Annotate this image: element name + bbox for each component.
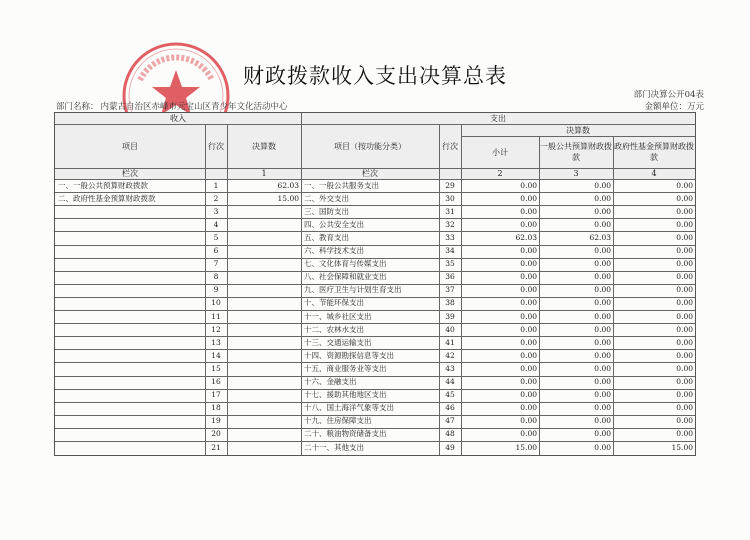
general-budget-value: 0.00 xyxy=(594,180,611,190)
income-row-number: 11 xyxy=(211,311,221,321)
general-budget-value: 0.00 xyxy=(594,193,611,203)
expense-row-number: 45 xyxy=(445,390,455,400)
income-item-cell xyxy=(58,324,203,336)
expense-item-cell: 四、公共安全支出 xyxy=(304,219,364,229)
gov-fund-value: 0.00 xyxy=(676,429,693,439)
expense-row-number: 42 xyxy=(445,350,455,360)
income-amount xyxy=(227,389,299,401)
income-row-number: 1 xyxy=(213,180,219,190)
income-row-number: 18 xyxy=(211,403,221,413)
income-amount xyxy=(227,324,299,336)
general-budget-value: 0.00 xyxy=(594,442,611,452)
expense-item-cell: 八、社会保障和就业支出 xyxy=(304,272,387,282)
gov-fund-value: 0.00 xyxy=(676,180,693,190)
gov-fund-value: 0.00 xyxy=(676,311,693,321)
general-budget-value: 0.00 xyxy=(594,350,611,360)
general-budget-value: 0.00 xyxy=(594,219,611,229)
income-amount xyxy=(227,206,299,218)
gov-fund-value: 0.00 xyxy=(676,350,693,360)
expense-item-cell: 二、外交支出 xyxy=(304,193,349,203)
general-budget-value: 0.00 xyxy=(594,298,611,308)
expense-item-cell: 十一、城乡社区支出 xyxy=(304,311,372,321)
general-budget-value: 0.00 xyxy=(594,324,611,334)
expense-row-number: 38 xyxy=(445,298,455,308)
income-item-cell xyxy=(58,206,203,218)
income-row-number: 6 xyxy=(213,246,219,255)
gov-fund-value: 0.00 xyxy=(676,206,693,216)
expense-row-number: 41 xyxy=(445,337,455,347)
income-item-cell xyxy=(58,337,203,349)
subtotal-value: 0.00 xyxy=(520,337,537,347)
income-item-cell xyxy=(58,245,203,257)
income-item-cell xyxy=(58,350,203,362)
expense-item-cell: 五、教育支出 xyxy=(304,232,349,242)
expense-item-cell: 十八、国土海洋气象等支出 xyxy=(304,403,394,413)
gov-fund-value: 0.00 xyxy=(676,416,693,426)
gov-fund-value: 0.00 xyxy=(676,285,693,295)
expense-row-number: 32 xyxy=(445,219,455,229)
subtotal-value: 0.00 xyxy=(520,403,537,413)
expense-row-number: 29 xyxy=(445,180,455,190)
income-row-number: 8 xyxy=(213,272,219,282)
expense-row-number: 40 xyxy=(445,324,455,334)
income-amount xyxy=(227,337,299,349)
expense-item-cell: 十四、资源勘探信息等支出 xyxy=(304,350,394,360)
gov-fund-value: 0.00 xyxy=(676,219,693,229)
expense-row-number: 33 xyxy=(445,232,455,242)
income-row-number: 20 xyxy=(211,429,221,439)
general-budget-value: 0.00 xyxy=(594,246,611,255)
income-item-header: 项目 xyxy=(122,141,138,151)
income-item-cell xyxy=(58,271,203,283)
income-item-cell xyxy=(58,297,203,309)
income-final-header: 决算数 xyxy=(252,141,276,151)
income-amount xyxy=(227,311,299,323)
gov-fund-value: 0.00 xyxy=(676,246,693,255)
expense-item-cell: 三、国防支出 xyxy=(304,206,349,216)
gov-fund-value: 0.00 xyxy=(676,363,693,373)
income-row-number: 12 xyxy=(211,324,221,334)
expense-row-number: 47 xyxy=(445,416,455,426)
page-title: 财政拨款收入支出决算总表 xyxy=(243,64,507,88)
gov-fund-value: 0.00 xyxy=(676,272,693,282)
general-budget-value: 0.00 xyxy=(594,259,611,269)
subtotal-value: 0.00 xyxy=(520,285,537,295)
gov-fund-value: 0.00 xyxy=(676,324,693,334)
expense-item-cell: 十六、金融支出 xyxy=(304,377,357,386)
expense-item-cell: 六、科学技术支出 xyxy=(304,246,364,255)
general-budget-value: 0.00 xyxy=(594,363,611,373)
gov-fund-value: 0.00 xyxy=(676,390,693,400)
subtotal-value: 15.00 xyxy=(515,442,537,452)
income-amount xyxy=(227,402,299,414)
income-row-number: 4 xyxy=(213,219,219,229)
subtotal-value: 0.00 xyxy=(520,193,537,203)
column-index-label: 栏次 xyxy=(122,169,138,178)
subtotal-value: 0.00 xyxy=(520,311,537,321)
final-accounts-table xyxy=(54,112,696,456)
expense-item-cell: 十七、援助其他地区支出 xyxy=(304,390,387,400)
income-row-number: 5 xyxy=(213,232,219,242)
expense-row-number: 43 xyxy=(445,363,455,373)
general-budget-value: 0.00 xyxy=(594,285,611,295)
column-index-3: 3 xyxy=(573,169,579,178)
expense-item-cell: 二十一、其他支出 xyxy=(304,442,364,452)
income-item-cell: 一、一般公共预算财政拨款 xyxy=(58,180,148,190)
general-budget-value: 0.00 xyxy=(594,311,611,321)
general-budget-value: 0.00 xyxy=(594,416,611,426)
department-name: 内蒙古自治区赤峰市元宝山区青少年文化活动中心 xyxy=(100,102,288,112)
expense-row-number: 31 xyxy=(445,206,455,216)
subtotal-value: 0.00 xyxy=(520,272,537,282)
general-budget-value: 0.00 xyxy=(594,403,611,413)
subtotal-value: 0.00 xyxy=(520,363,537,373)
income-group-header: 收入 xyxy=(170,114,186,123)
expense-item-cell: 十二、农林水支出 xyxy=(304,324,364,334)
income-item-cell xyxy=(58,311,203,323)
expense-row-number: 46 xyxy=(445,403,455,413)
income-row-number: 7 xyxy=(213,259,219,269)
subtotal-value: 0.00 xyxy=(520,219,537,229)
income-item-cell xyxy=(58,428,203,440)
income-item-cell xyxy=(58,415,203,427)
expense-item-header: 项目（按功能分类） xyxy=(334,141,406,151)
general-budget-value: 62.03 xyxy=(589,232,611,242)
subtotal-value: 0.00 xyxy=(520,429,537,439)
expense-row-number: 37 xyxy=(445,285,455,295)
general-budget-header: 一般公共预算财政拨款 xyxy=(540,142,612,162)
expense-item-cell: 十三、交通运输支出 xyxy=(304,337,372,347)
expense-group-header: 支出 xyxy=(490,114,506,123)
income-amount xyxy=(227,271,299,283)
income-item-cell: 二、政府性基金预算财政拨款 xyxy=(58,193,156,203)
expense-row-number: 49 xyxy=(445,442,455,452)
subtotal-value: 0.00 xyxy=(520,180,537,190)
general-budget-value: 0.00 xyxy=(594,272,611,282)
income-amount xyxy=(227,428,299,440)
subtotal-value: 0.00 xyxy=(520,390,537,400)
gov-fund-value: 0.00 xyxy=(676,403,693,413)
income-amount: 15.00 xyxy=(277,193,299,203)
income-item-cell xyxy=(58,389,203,401)
grid-line xyxy=(461,136,695,137)
column-index-1: 1 xyxy=(261,169,267,178)
column-index-4: 4 xyxy=(651,169,657,178)
column-index-label-expense: 栏次 xyxy=(362,169,378,178)
expense-row-number: 34 xyxy=(445,246,455,255)
income-amount xyxy=(227,376,299,388)
general-budget-value: 0.00 xyxy=(594,337,611,347)
income-amount xyxy=(227,219,299,231)
expense-item-cell: 一、一般公共服务支出 xyxy=(304,180,379,190)
general-budget-value: 0.00 xyxy=(594,377,611,386)
subtotal-value: 0.00 xyxy=(520,377,537,386)
grid-line xyxy=(55,168,695,169)
expense-final-header: 决算数 xyxy=(566,125,590,135)
subtotal-value: 0.00 xyxy=(520,206,537,216)
subtotal-value: 0.00 xyxy=(520,259,537,269)
income-item-cell xyxy=(58,402,203,414)
income-row-number: 10 xyxy=(211,298,221,308)
gov-fund-header: 政府性基金预算财政拨款 xyxy=(614,142,694,162)
income-amount xyxy=(227,232,299,244)
income-amount xyxy=(227,415,299,427)
income-item-cell xyxy=(58,284,203,296)
income-item-cell xyxy=(58,363,203,375)
gov-fund-value: 0.00 xyxy=(676,193,693,203)
gov-fund-value: 15.00 xyxy=(671,442,693,452)
income-amount xyxy=(227,350,299,362)
expense-row-number: 44 xyxy=(445,377,455,386)
department-label: 部门名称： xyxy=(56,102,99,112)
income-row-number: 13 xyxy=(211,337,221,347)
income-item-cell xyxy=(58,376,203,388)
form-number: 部门决算公开04表 xyxy=(633,90,704,100)
expense-row-number: 39 xyxy=(445,311,455,321)
income-row-number: 3 xyxy=(213,206,219,216)
expense-item-cell: 十九、住房保障支出 xyxy=(304,416,372,426)
income-row-number: 16 xyxy=(211,377,221,386)
subtotal-value: 0.00 xyxy=(520,246,537,255)
income-row-number: 19 xyxy=(211,416,221,426)
expense-item-cell: 十、节能环保支出 xyxy=(304,298,364,308)
gov-fund-value: 0.00 xyxy=(676,298,693,308)
general-budget-value: 0.00 xyxy=(594,429,611,439)
subtotal-value: 0.00 xyxy=(520,416,537,426)
income-item-cell xyxy=(58,232,203,244)
income-row-header: 行次 xyxy=(208,141,224,151)
income-amount: 62.03 xyxy=(277,180,299,190)
income-row-number: 21 xyxy=(211,442,221,452)
subtotal-value: 0.00 xyxy=(520,350,537,360)
income-amount xyxy=(227,442,299,454)
grid-line xyxy=(55,124,695,125)
income-row-number: 14 xyxy=(211,350,221,360)
subtotal-value: 0.00 xyxy=(520,324,537,334)
expense-item-cell: 九、医疗卫生与计划生育支出 xyxy=(304,285,402,295)
income-item-cell xyxy=(58,219,203,231)
gov-fund-value: 0.00 xyxy=(676,259,693,269)
expense-row-header: 行次 xyxy=(442,141,458,151)
column-index-2: 2 xyxy=(497,169,503,178)
general-budget-value: 0.00 xyxy=(594,206,611,216)
income-row-number: 2 xyxy=(213,193,219,203)
income-item-cell xyxy=(58,258,203,270)
income-row-number: 15 xyxy=(211,363,221,373)
income-amount xyxy=(227,363,299,375)
income-row-number: 9 xyxy=(213,285,219,295)
subtotal-value: 62.03 xyxy=(515,232,537,242)
subtotal-header: 小计 xyxy=(492,147,508,157)
gov-fund-value: 0.00 xyxy=(676,337,693,347)
gov-fund-value: 0.00 xyxy=(676,232,693,242)
gov-fund-value: 0.00 xyxy=(676,377,693,386)
expense-item-cell: 二十、粮油物资储备支出 xyxy=(304,429,387,439)
expense-row-number: 35 xyxy=(445,259,455,269)
amount-unit: 金额单位：万元 xyxy=(644,102,704,112)
income-amount xyxy=(227,258,299,270)
department-line xyxy=(56,100,290,112)
expense-item-cell: 十五、商业服务业等支出 xyxy=(304,363,387,373)
expense-row-number: 36 xyxy=(445,272,455,282)
income-amount xyxy=(227,284,299,296)
general-budget-value: 0.00 xyxy=(594,390,611,400)
income-amount xyxy=(227,297,299,309)
expense-row-number: 48 xyxy=(445,429,455,439)
income-item-cell xyxy=(58,442,203,454)
expense-item-cell: 七、文化体育与传媒支出 xyxy=(304,259,387,269)
income-amount xyxy=(227,245,299,257)
subtotal-value: 0.00 xyxy=(520,298,537,308)
income-row-number: 17 xyxy=(211,390,221,400)
expense-row-number: 30 xyxy=(445,193,455,203)
